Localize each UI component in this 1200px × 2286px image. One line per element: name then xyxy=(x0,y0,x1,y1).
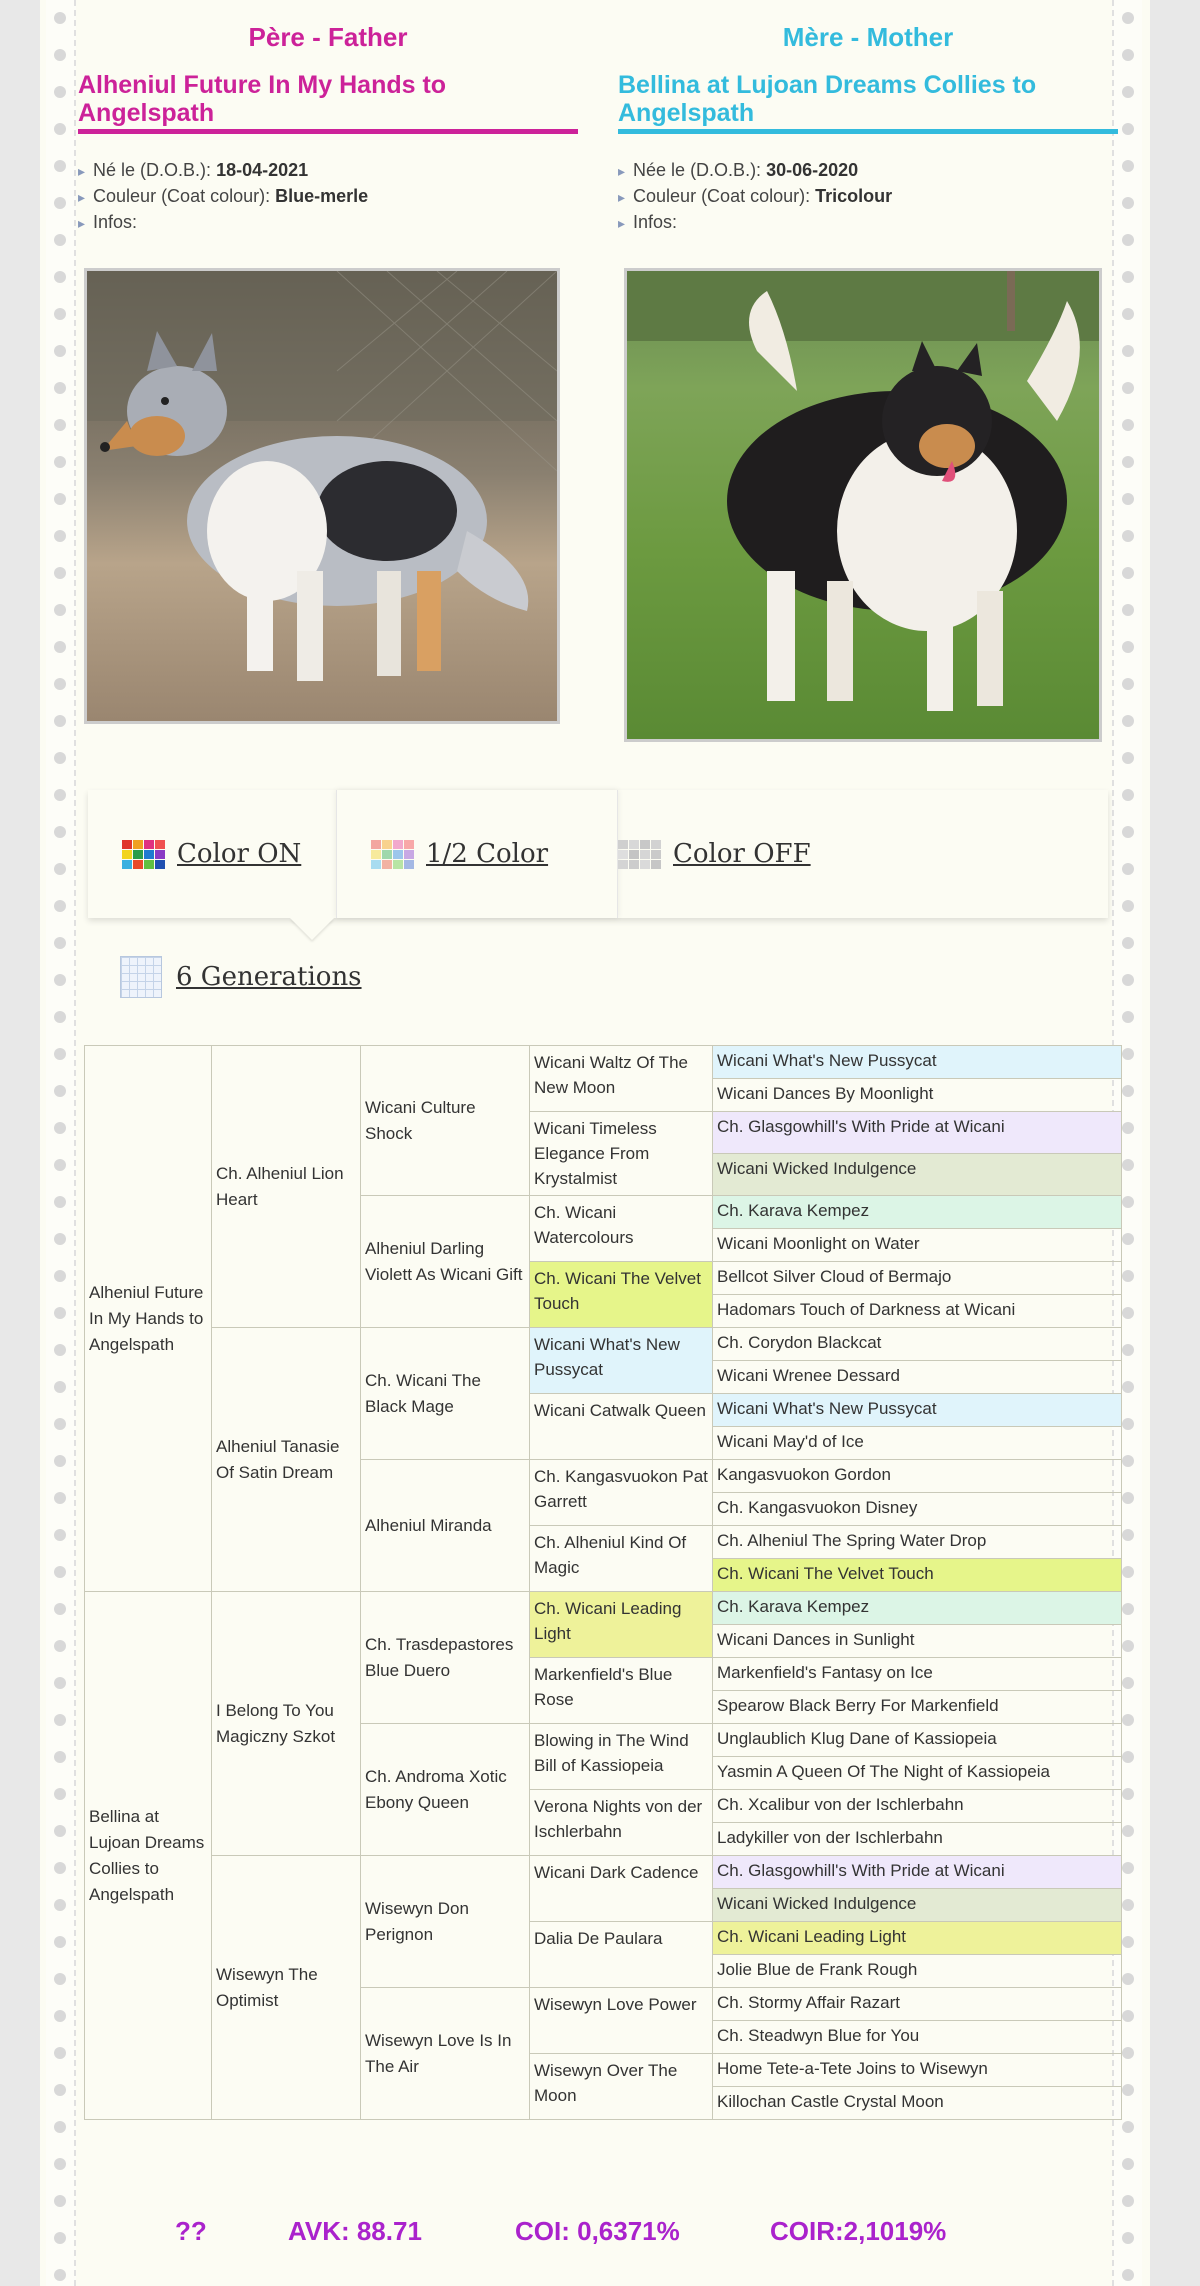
tab-color-on-label: Color ON xyxy=(177,839,302,869)
perforation-hole xyxy=(1122,2010,1134,2022)
perforation-hole xyxy=(1122,1566,1134,1578)
perforation-hole xyxy=(54,863,66,875)
ancestor-g3[interactable]: Wisewyn Love Is In The Air xyxy=(361,1988,530,2120)
perforation-hole xyxy=(1122,900,1134,912)
perforation-hole xyxy=(54,123,66,135)
tab-half-color-label: 1/2 Color xyxy=(426,839,549,869)
perforation-hole xyxy=(54,1788,66,1800)
ancestor-g4[interactable]: Ch. Alheniul Kind Of Magic xyxy=(530,1526,713,1592)
perforation-hole xyxy=(54,1714,66,1726)
perforation-hole xyxy=(1122,2047,1134,2059)
perforation-hole xyxy=(54,1751,66,1763)
perforation-hole xyxy=(1122,863,1134,875)
perforation-hole xyxy=(54,308,66,320)
perforation-hole xyxy=(54,2084,66,2096)
perforation-hole xyxy=(54,1973,66,1985)
perforation-hole xyxy=(1122,271,1134,283)
ancestor-g5[interactable]: Wicani What's New Pussycat xyxy=(713,1046,1122,1079)
ancestor-g5[interactable]: Markenfield's Fantasy on Ice xyxy=(713,1658,1122,1691)
father-dob-row xyxy=(78,158,578,184)
ancestor-g4[interactable]: Ch. Kangasvuokon Pat Garrett xyxy=(530,1460,713,1526)
perforation-hole xyxy=(1122,2084,1134,2096)
ancestor-g2[interactable]: Wisewyn The Optimist xyxy=(212,1856,361,2120)
perforation-hole xyxy=(1122,308,1134,320)
perforation-hole xyxy=(1122,1899,1134,1911)
perforation-hole xyxy=(1122,1307,1134,1319)
ancestor-g5[interactable]: Wicani Dances in Sunlight xyxy=(713,1625,1122,1658)
ancestor-g4[interactable]: Markenfield's Blue Rose xyxy=(530,1658,713,1724)
ancestor-g2[interactable]: I Belong To You Magiczny Szkot xyxy=(212,1592,361,1856)
mother-coat-row xyxy=(618,184,1118,210)
ancestor-g2[interactable]: Ch. Alheniul Lion Heart xyxy=(212,1046,361,1328)
perforation-hole xyxy=(1122,2158,1134,2170)
ancestor-g5[interactable]: Wicani Moonlight on Water xyxy=(713,1229,1122,1262)
ancestor-g5[interactable]: Ch. Stormy Affair Razart xyxy=(713,1988,1122,2021)
perforation-hole xyxy=(1122,567,1134,579)
color-mode-tabs xyxy=(88,790,1108,918)
perforation-hole xyxy=(54,1418,66,1430)
ancestor-g4[interactable]: Wicani Dark Cadence xyxy=(530,1856,713,1922)
perforation-hole xyxy=(1122,1270,1134,1282)
active-tab-pointer xyxy=(290,918,334,940)
perforation-hole xyxy=(54,493,66,505)
ancestor-g5[interactable]: Home Tete-a-Tete Joins to Wisewyn xyxy=(713,2054,1122,2087)
stat-unknown: ?? xyxy=(175,2216,207,2246)
perforation-hole xyxy=(54,419,66,431)
coat-label: Couleur (Coat colour): xyxy=(633,186,811,206)
perforation-hole xyxy=(1122,1640,1134,1652)
ancestor-g5[interactable]: Ch. Glasgowhill's With Pride at Wicani xyxy=(713,1112,1122,1154)
pastel-palette-icon xyxy=(371,840,414,869)
generations-link[interactable] xyxy=(120,956,362,998)
tab-half-color[interactable] xyxy=(336,790,618,918)
perforation-hole xyxy=(1122,1603,1134,1615)
perforation-hole xyxy=(1122,1011,1134,1023)
grey-palette-icon xyxy=(618,840,661,869)
perforation-hole xyxy=(54,2010,66,2022)
ancestor-g1[interactable]: Alheniul Future In My Hands to Angelspath xyxy=(85,1046,212,1592)
coat-label: Couleur (Coat colour): xyxy=(93,186,271,206)
ancestor-g3[interactable]: Alheniul Miranda xyxy=(361,1460,530,1592)
perforation-hole xyxy=(54,1307,66,1319)
father-role-heading: Père - Father xyxy=(248,22,408,52)
perforation-hole xyxy=(1122,1233,1134,1245)
perforation-hole xyxy=(1122,1048,1134,1060)
perforation-hole xyxy=(54,567,66,579)
ancestor-g5[interactable]: Wicani Wicked Indulgence xyxy=(713,1889,1122,1922)
perforation-hole xyxy=(1122,1529,1134,1541)
perforation-hole xyxy=(1122,197,1134,209)
father-dob: 18-04-2021 xyxy=(216,160,309,180)
perforation-hole xyxy=(54,1492,66,1504)
ancestor-g4[interactable]: Blowing in The Wind Bill of Kassiopeia xyxy=(530,1724,713,1790)
perforation-hole xyxy=(54,1344,66,1356)
mother-photo[interactable] xyxy=(624,268,1102,742)
ancestor-g5[interactable]: Wicani Wrenee Dessard xyxy=(713,1361,1122,1394)
ancestor-g5[interactable]: Ch. Glasgowhill's With Pride at Wicani xyxy=(713,1856,1122,1889)
perforation-hole xyxy=(54,1122,66,1134)
ancestor-g4[interactable]: Ch. Wicani Leading Light xyxy=(530,1592,713,1658)
pedigree-row xyxy=(85,1592,1122,1625)
perforation-hole xyxy=(1122,1936,1134,1948)
perforation-hole xyxy=(54,1566,66,1578)
ancestor-g3[interactable]: Wisewyn Don Perignon xyxy=(361,1856,530,1988)
perforation-hole xyxy=(1122,1714,1134,1726)
perforation-hole xyxy=(1122,937,1134,949)
ancestor-g5[interactable]: Wicani Wicked Indulgence xyxy=(713,1154,1122,1196)
perforation-hole xyxy=(1122,456,1134,468)
perforation-hole xyxy=(54,12,66,24)
ancestor-g3[interactable]: Ch. Androma Xotic Ebony Queen xyxy=(361,1724,530,1856)
stat-coi: COI: 0,6371% xyxy=(515,2216,680,2246)
mother-name[interactable]: Bellina at Lujoan Dreams Collies to Angelspath xyxy=(618,71,1118,134)
mother-dob: 30-06-2020 xyxy=(766,160,859,180)
perforation-hole xyxy=(54,937,66,949)
father-photo[interactable] xyxy=(84,268,560,724)
mother-role-heading: Mère - Mother xyxy=(782,22,954,52)
perforation-hole xyxy=(1122,974,1134,986)
ancestor-g1[interactable]: Bellina at Lujoan Dreams Collies to Angelspath xyxy=(85,1592,212,2120)
ancestor-g4[interactable]: Wicani Timeless Elegance From Krystalmist xyxy=(530,1112,713,1196)
perforation-hole xyxy=(1122,604,1134,616)
perforation-hole xyxy=(1122,1825,1134,1837)
perforation-hole xyxy=(54,641,66,653)
perforation-hole xyxy=(54,2269,66,2281)
ancestor-g3[interactable]: Wicani Culture Shock xyxy=(361,1046,530,1196)
perforation-hole xyxy=(1122,345,1134,357)
perforation-hole xyxy=(54,1048,66,1060)
ancestor-g5[interactable]: Unglaublich Klug Dane of Kassiopeia xyxy=(713,1724,1122,1757)
perforation-hole xyxy=(54,382,66,394)
perforation-hole xyxy=(54,1936,66,1948)
perforation-hole xyxy=(54,752,66,764)
father-panel xyxy=(78,0,578,236)
perforation-hole xyxy=(54,2232,66,2244)
ancestor-g5[interactable]: Ch. Xcalibur von der Ischlerbahn xyxy=(713,1790,1122,1823)
perforation-hole xyxy=(54,2195,66,2207)
perforation-hole xyxy=(54,678,66,690)
perforation-hole xyxy=(54,2158,66,2170)
perforation-hole xyxy=(1122,382,1134,394)
perforation-hole xyxy=(54,1381,66,1393)
perforation-hole xyxy=(1122,1344,1134,1356)
perforation-hole xyxy=(54,160,66,172)
tab-color-off-label: Color OFF xyxy=(673,839,811,869)
perforation-hole xyxy=(1122,2121,1134,2133)
perforation-hole xyxy=(54,1899,66,1911)
ancestor-g5[interactable]: Jolie Blue de Frank Rough xyxy=(713,1955,1122,1988)
ancestor-g5[interactable]: Killochan Castle Crystal Moon xyxy=(713,2087,1122,2120)
perforation-hole xyxy=(54,1603,66,1615)
infos-label: Infos: xyxy=(93,212,138,232)
ancestor-g5[interactable]: Ch. Karava Kempez xyxy=(713,1592,1122,1625)
ancestor-g3[interactable]: Alheniul Darling Violett As Wicani Gift xyxy=(361,1196,530,1328)
father-name[interactable]: Alheniul Future In My Hands to Angelspath xyxy=(78,71,578,134)
ancestor-g4[interactable]: Wicani Catwalk Queen xyxy=(530,1394,713,1460)
perforation-hole xyxy=(1122,12,1134,24)
perforation-hole xyxy=(1122,419,1134,431)
father-coat: Blue-merle xyxy=(275,186,369,206)
perforation-hole xyxy=(1122,1788,1134,1800)
mother-coat: Tricolour xyxy=(815,186,893,206)
mother-infos-row xyxy=(618,210,1118,236)
perforation-hole xyxy=(54,826,66,838)
perforation-hole xyxy=(1122,1122,1134,1134)
pedigree-row xyxy=(85,1328,1122,1361)
perforation-hole xyxy=(1122,493,1134,505)
collie-blue-merle-image xyxy=(87,271,557,721)
ancestor-g5[interactable]: Ch. Corydon Blackcat xyxy=(713,1328,1122,1361)
ancestor-g4[interactable]: Verona Nights von der Ischlerbahn xyxy=(530,1790,713,1856)
perforation-hole xyxy=(54,49,66,61)
perforation-hole xyxy=(1122,1455,1134,1467)
ancestor-g2[interactable]: Alheniul Tanasie Of Satin Dream xyxy=(212,1328,361,1592)
table-grid-icon xyxy=(120,956,162,998)
perforation-hole xyxy=(54,234,66,246)
ancestor-g4[interactable]: Wicani Waltz Of The New Moon xyxy=(530,1046,713,1112)
color-palette-icon xyxy=(122,840,165,869)
tab-color-on[interactable] xyxy=(122,790,326,918)
perforation-hole xyxy=(1122,641,1134,653)
ancestor-g5[interactable]: Wicani Dances By Moonlight xyxy=(713,1079,1122,1112)
perforation-hole xyxy=(54,1529,66,1541)
ancestor-g5[interactable]: Bellcot Silver Cloud of Bermajo xyxy=(713,1262,1122,1295)
ancestor-g5[interactable]: Hadomars Touch of Darkness at Wicani xyxy=(713,1295,1122,1328)
perforation-hole xyxy=(1122,1862,1134,1874)
perforation-hole xyxy=(1122,1492,1134,1504)
perforation-hole xyxy=(54,900,66,912)
ancestor-g3[interactable]: Ch. Wicani The Black Mage xyxy=(361,1328,530,1460)
dob-label: Née le (D.O.B.): xyxy=(633,160,762,180)
mother-info-list xyxy=(618,158,1118,236)
pedigree-row xyxy=(85,1856,1122,1889)
perforation-hole xyxy=(54,789,66,801)
ancestor-g4[interactable]: Wisewyn Love Power xyxy=(530,1988,713,2054)
stat-coir: COIR:2,1019% xyxy=(770,2216,947,2246)
perforation-hole xyxy=(54,1085,66,1097)
generations-link-label: 6 Generations xyxy=(176,962,362,992)
ancestor-g5[interactable]: Yasmin A Queen Of The Night of Kassiopeia xyxy=(713,1757,1122,1790)
infos-label: Infos: xyxy=(633,212,678,232)
ancestor-g4[interactable]: Ch. Wicani Watercolours xyxy=(530,1196,713,1262)
father-coat-row xyxy=(78,184,578,210)
ancestor-g4[interactable]: Wicani What's New Pussycat xyxy=(530,1328,713,1394)
perforation-hole xyxy=(1122,752,1134,764)
ancestor-g5[interactable]: Spearow Black Berry For Markenfield xyxy=(713,1691,1122,1724)
perforation-hole xyxy=(54,2121,66,2133)
perforation-hole xyxy=(1122,1418,1134,1430)
ancestor-g4[interactable]: Wisewyn Over The Moon xyxy=(530,2054,713,2120)
perforation-hole xyxy=(1122,234,1134,246)
perforation-hole xyxy=(1122,86,1134,98)
stat-avk: AVK: 88.71 xyxy=(288,2216,422,2246)
perforation-hole xyxy=(54,1862,66,1874)
perforation-hole xyxy=(54,1233,66,1245)
perforation-hole xyxy=(54,1640,66,1652)
perforation-hole xyxy=(54,456,66,468)
perforation-hole xyxy=(1122,1973,1134,1985)
ancestor-g5[interactable]: Ch. Wicani Leading Light xyxy=(713,1922,1122,1955)
perforation-hole xyxy=(54,345,66,357)
ancestor-g5[interactable]: Wicani What's New Pussycat xyxy=(713,1394,1122,1427)
perforation-hole xyxy=(54,2047,66,2059)
perforation-hole xyxy=(54,1270,66,1282)
perforation-hole xyxy=(1122,678,1134,690)
ancestor-g5[interactable]: Kangasvuokon Gordon xyxy=(713,1460,1122,1493)
perforation-hole xyxy=(54,530,66,542)
perforation-hole xyxy=(54,1455,66,1467)
perforation-hole xyxy=(1122,1085,1134,1097)
perforation-hole xyxy=(1122,2269,1134,2281)
perforation-hole xyxy=(54,604,66,616)
dob-label: Né le (D.O.B.): xyxy=(93,160,212,180)
ancestor-g4[interactable]: Dalia De Paulara xyxy=(530,1922,713,1988)
father-infos-row xyxy=(78,210,578,236)
perforation-hole xyxy=(54,1196,66,1208)
perforation-hole xyxy=(1122,123,1134,135)
perforation-hole xyxy=(1122,2232,1134,2244)
perforation-hole xyxy=(1122,1677,1134,1689)
mother-panel xyxy=(618,0,1118,236)
perforation-hole xyxy=(1122,789,1134,801)
ancestor-g5[interactable]: Wicani May'd of Ice xyxy=(713,1427,1122,1460)
perforation-hole xyxy=(54,197,66,209)
perforation-hole xyxy=(54,1011,66,1023)
perforation-hole xyxy=(1122,1751,1134,1763)
perforation-hole xyxy=(1122,1196,1134,1208)
ancestor-g5[interactable]: Ch. Steadwyn Blue for You xyxy=(713,2021,1122,2054)
perforation-hole xyxy=(1122,530,1134,542)
perforation-hole xyxy=(54,1159,66,1171)
ancestor-g3[interactable]: Ch. Trasdepastores Blue Duero xyxy=(361,1592,530,1724)
perforation-hole xyxy=(1122,1381,1134,1393)
ancestor-g5[interactable]: Ch. Kangasvuokon Disney xyxy=(713,1493,1122,1526)
perforation-hole xyxy=(1122,826,1134,838)
tab-color-off[interactable] xyxy=(618,790,838,918)
perforation-hole xyxy=(54,1677,66,1689)
perforation-hole xyxy=(1122,2195,1134,2207)
ancestor-g5[interactable]: Ch. Alheniul The Spring Water Drop xyxy=(713,1526,1122,1559)
collie-tricolour-image xyxy=(627,271,1099,739)
perforation-hole xyxy=(1122,160,1134,172)
perforation-hole xyxy=(54,974,66,986)
ancestor-g4[interactable]: Ch. Wicani The Velvet Touch xyxy=(530,1262,713,1328)
perforation-hole xyxy=(54,271,66,283)
perforation-hole xyxy=(1122,49,1134,61)
mother-dob-row xyxy=(618,158,1118,184)
perforation-hole xyxy=(54,86,66,98)
perforation-hole xyxy=(1122,715,1134,727)
perforation-hole xyxy=(1122,1159,1134,1171)
pedigree-row xyxy=(85,1046,1122,1079)
ancestor-g5[interactable]: Ladykiller von der Ischlerbahn xyxy=(713,1823,1122,1856)
ancestor-g5[interactable]: Ch. Karava Kempez xyxy=(713,1196,1122,1229)
perforation-hole xyxy=(54,1825,66,1837)
ancestor-g5[interactable]: Ch. Wicani The Velvet Touch xyxy=(713,1559,1122,1592)
pedigree-table xyxy=(84,1045,1122,2120)
perforation-hole xyxy=(54,715,66,727)
father-info-list xyxy=(78,158,578,236)
